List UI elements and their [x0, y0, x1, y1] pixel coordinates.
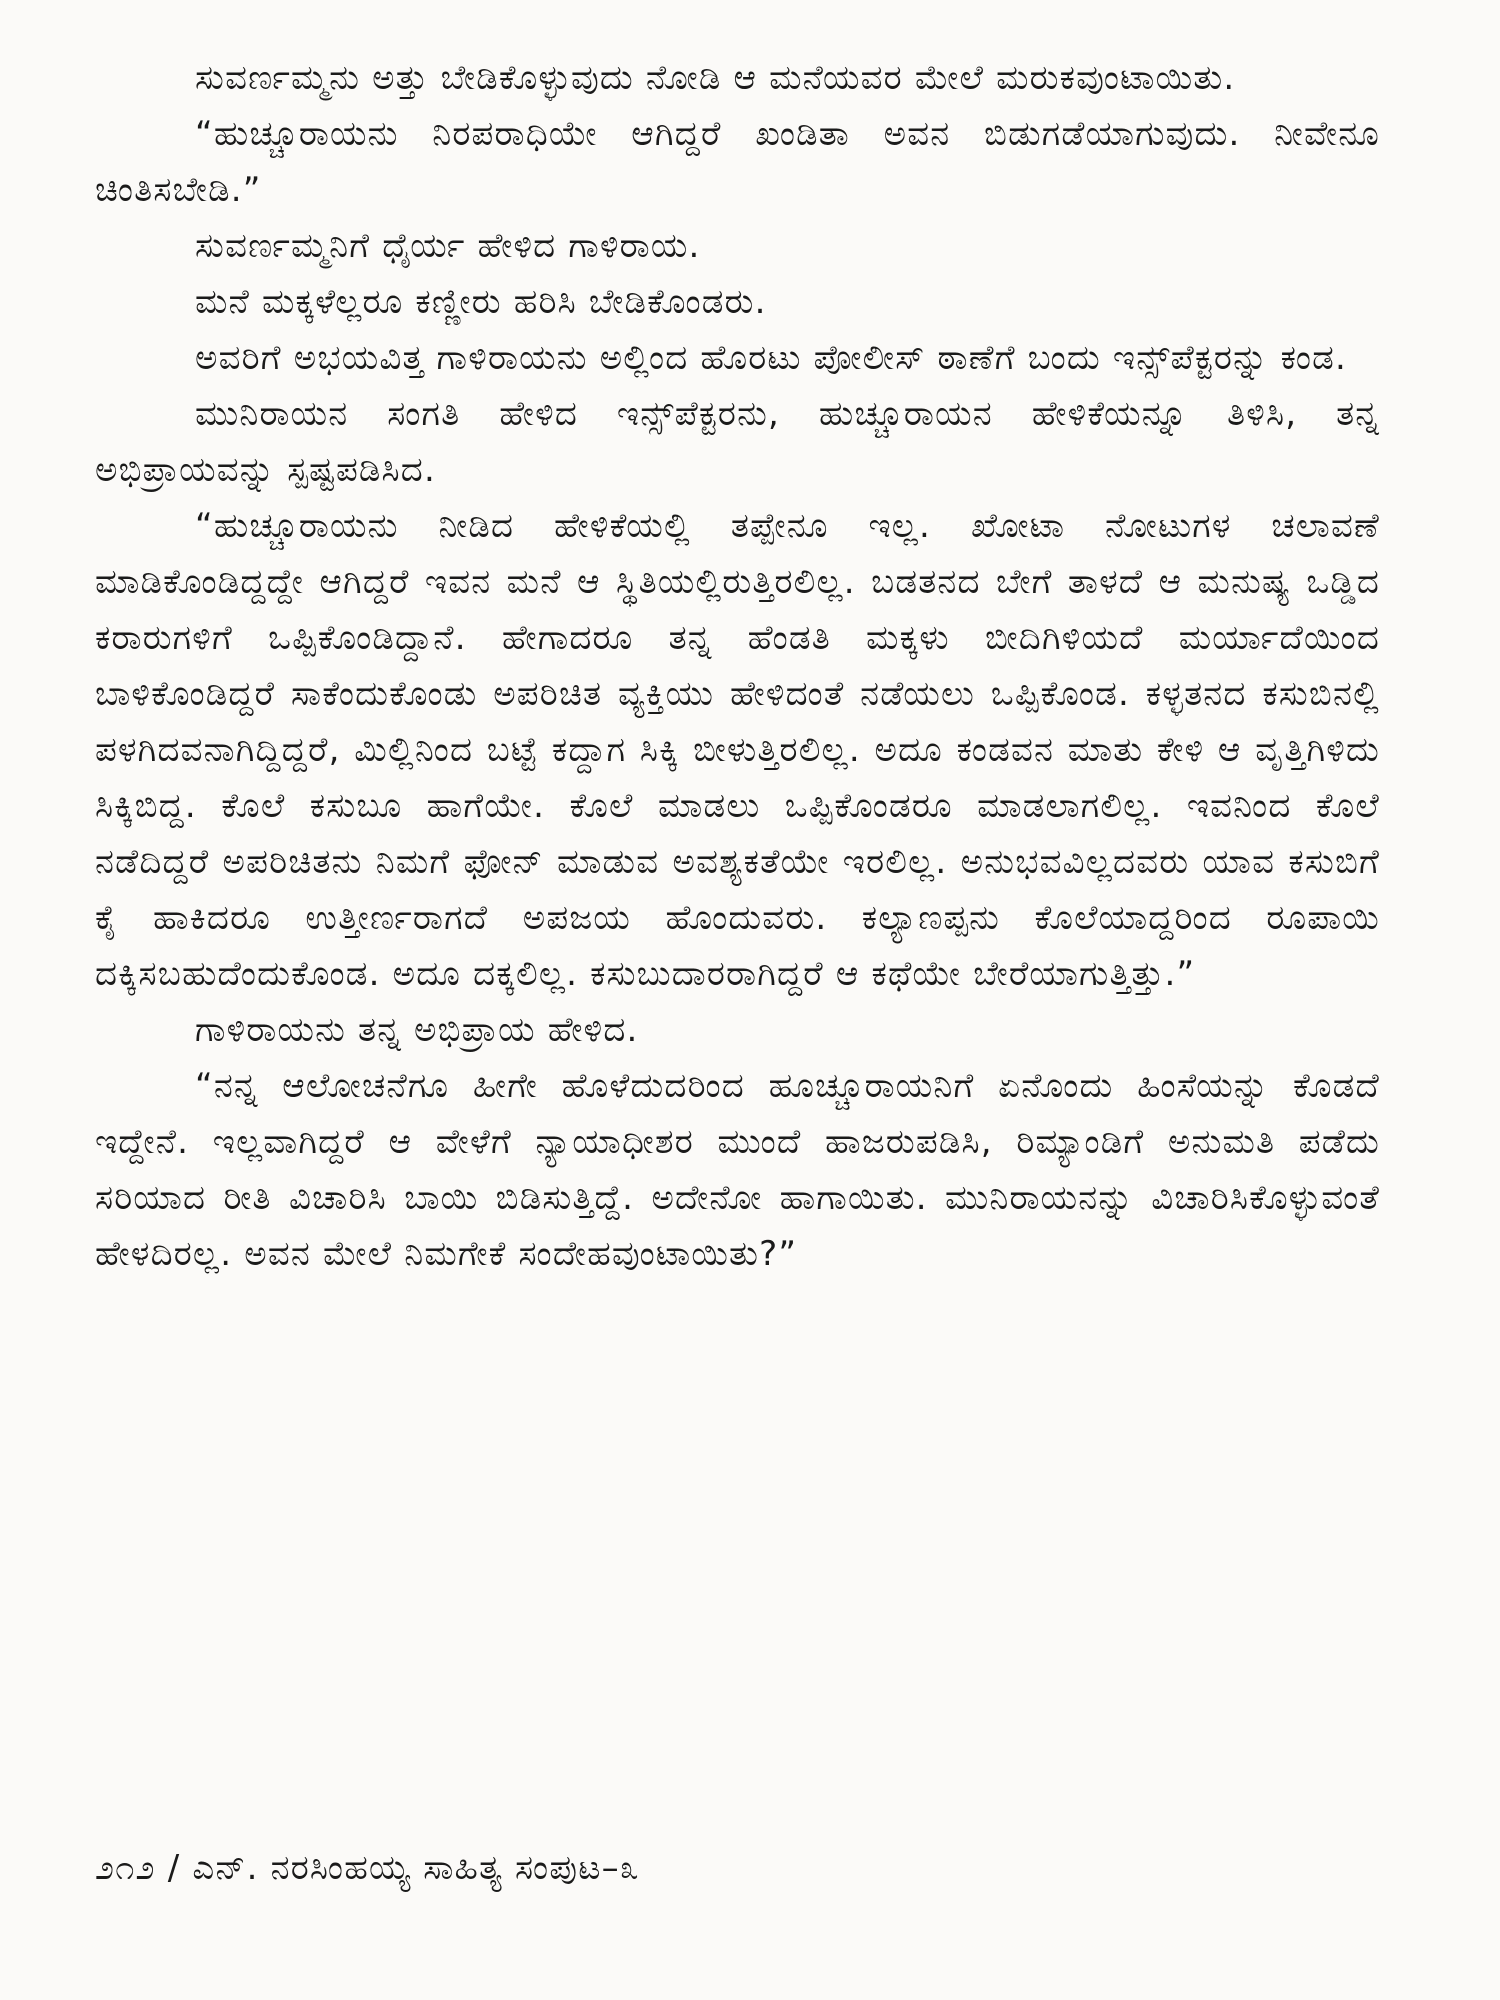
- footer-separator: /: [167, 1848, 181, 1888]
- paragraph-8: ಗಾಳಿರಾಯನು ತನ್ನ ಅಭಿಪ್ರಾಯ ಹೇಳಿದ.: [195, 1010, 639, 1050]
- paragraph-7: “ಹುಚ್ಚೂರಾಯನು ನೀಡಿದ ಹೇಳಿಕೆಯಲ್ಲಿ ತಪ್ಪೇನೂ ಇಲ್ಲ. ಖೋಟಾ ನೋಟುಗಳ ಚಲಾವಣೆ ಮಾಡಿಕೊಂಡಿದ್ದದ್ದೇ ಆಗಿದ್ದರೆ ಇವನ ಮನೆ ಆ ಸ್ಥಿತಿಯಲ್ಲಿರುತ್ತಿರಲಿಲ್ಲ. ಬಡತನದ ಬೇಗೆ ತಾಳದೆ ಆ ಮನುಷ್ಯ ಒಡ್ಡಿದ ಕರಾರುಗಳಿಗೆ ಒಪ್ಪಿಕೊಂಡಿದ್ದಾನೆ. ಹೇಗಾದರೂ ತನ್ನ ಹೆಂಡತಿ ಮಕ್ಕಳು ಬೀದಿಗಿಳಿಯದೆ ಮರ್ಯಾದೆಯಿಂದ ಬಾಳಿಕೊಂಡಿದ್ದರೆ ಸಾಕೆಂದುಕೊಂಡು ಅಪರಿಚಿತ ವ್ಯಕ್ತಿಯು ಹೇಳಿದಂತೆ ನಡೆಯಲು ಒಪ್ಪಿಕೊಂಡ. ಕಳ್ಳತನದ ಕಸುಬಿನಲ್ಲಿ ಪಳಗಿದವನಾಗಿದ್ದಿದ್ದರೆ, ಮಿಲ್ಲಿನಿಂದ ಬಟ್ಟೆ ಕದ್ದಾಗ ಸಿಕ್ಕಿ ಬೀಳುತ್ತಿರಲಿಲ್ಲ. ಅದೂ ಕಂಡವನ ಮಾತು ಕೇಳಿ ಆ ವೃತ್ತಿಗಿಳಿದು ಸಿಕ್ಕಿಬಿದ್ದ. ಕೊಲೆ ಕಸುಬೂ ಹಾಗೆಯೇ. ಕೊಲೆ ಮಾಡಲು ಒಪ್ಪಿಕೊಂಡರೂ ಮಾಡಲಾಗಲಿಲ್ಲ. ಇವನಿಂದ ಕೊಲೆ ನಡೆದಿದ್ದರೆ ಅಪರಿಚಿತನು ನಿಮಗೆ ಫೋನ್ ಮಾಡುವ ಅವಶ್ಯಕತೆಯೇ ಇರಲಿಲ್ಲ. ಅನುಭವವಿಲ್ಲದವರು ಯಾವ ಕಸುಬಿಗೆ ಕೈ ಹಾಕಿದರೂ ಉತ್ತೀರ್ಣರಾಗದೆ ಅಪಜಯ ಹೊಂದುವರು. ಕಲ್ಯಾಣಪ್ಪನು ಕೊಲೆಯಾದ್ದರಿಂದ ರೂಪಾಯಿ ದಕ್ಕಿಸಬಹುದೆಂದುಕೊಂಡ. ಅದೂ ದಕ್ಕಲಿಲ್ಲ. ಕಸುಬುದಾರರಾಗಿದ್ದರೆ ಆ ಕಥೆಯೇ ಬೇರೆಯಾಗುತ್ತಿತ್ತು.”: [95, 506, 1380, 994]
- paragraph-4: ಮನೆ ಮಕ್ಕಳೆಲ್ಲರೂ ಕಣ್ಣೀರು ಹರಿಸಿ ಬೇಡಿಕೊಂಡರು.: [195, 282, 767, 322]
- page-footer: [95, 1848, 640, 1888]
- paragraph-5: ಅವರಿಗೆ ಅಭಯವಿತ್ತ ಗಾಳಿರಾಯನು ಅಲ್ಲಿಂದ ಹೊರಟು ಪೋಲೀಸ್ ಠಾಣೆಗೆ ಬಂದು ಇನ್ಸ್‌ಪೆಕ್ಟರನ್ನು ಕಂಡ.: [195, 338, 1348, 378]
- paragraph-1: ಸುವರ್ಣಮ್ಮನು ಅತ್ತು ಬೇಡಿಕೊಳ್ಳುವುದು ನೋಡಿ ಆ ಮನೆಯವರ ಮೇಲೆ ಮರುಕವುಂಟಾಯಿತು.: [195, 58, 1236, 98]
- paragraph-2: “ಹುಚ್ಚೂರಾಯನು ನಿರಪರಾಧಿಯೇ ಆಗಿದ್ದರೆ ಖಂಡಿತಾ ಅವನ ಬಿಡುಗಡೆಯಾಗುವುದು. ನೀವೇನೂ ಚಿಂತಿಸಬೇಡಿ.”: [95, 114, 1380, 210]
- paragraph-3: ಸುವರ್ಣಮ್ಮನಿಗೆ ಧೈರ್ಯ ಹೇಳಿದ ಗಾಳಿರಾಯ.: [195, 226, 701, 266]
- book-title: ಎನ್. ನರಸಿಂಹಯ್ಯ ಸಾಹಿತ್ಯ ಸಂಪುಟ–೩: [192, 1848, 641, 1888]
- paragraph-6: ಮುನಿರಾಯನ ಸಂಗತಿ ಹೇಳಿದ ಇನ್ಸ್‌ಪೆಕ್ಟರನು, ಹುಚ್ಚೂರಾಯನ ಹೇಳಿಕೆಯನ್ನೂ ತಿಳಿಸಿ, ತನ್ನ ಅಭಿಪ್ರಾಯವನ್ನು ಸ್ಪಷ್ಟಪಡಿಸಿದ.: [95, 394, 1380, 490]
- paragraph-9: “ನನ್ನ ಆಲೋಚನೆಗೂ ಹೀಗೇ ಹೊಳೆದುದರಿಂದ ಹೂಚ್ಚೂರಾಯನಿಗೆ ಏನೊಂದು ಹಿಂಸೆಯನ್ನು ಕೊಡದೆ ಇದ್ದೇನೆ. ಇಲ್ಲವಾಗಿದ್ದರೆ ಆ ವೇಳೆಗೆ ನ್ಯಾಯಾಧೀಶರ ಮುಂದೆ ಹಾಜರುಪಡಿಸಿ, ರಿಮ್ಯಾಂಡಿಗೆ ಅನುಮತಿ ಪಡೆದು ಸರಿಯಾದ ರೀತಿ ವಿಚಾರಿಸಿ ಬಾಯಿ ಬಿಡಿಸುತ್ತಿದ್ದೆ. ಅದೇನೋ ಹಾಗಾಯಿತು. ಮುನಿರಾಯನನ್ನು ವಿಚಾರಿಸಿಕೊಳ್ಳುವಂತೆ ಹೇಳದಿರಲ್ಲ. ಅವನ ಮೇಲೆ ನಿಮಗೇಕೆ ಸಂದೇಹವುಂಟಾಯಿತು?”: [95, 1066, 1380, 1274]
- page-number: ೨೧೨: [95, 1848, 156, 1888]
- page-body: [95, 50, 1380, 1282]
